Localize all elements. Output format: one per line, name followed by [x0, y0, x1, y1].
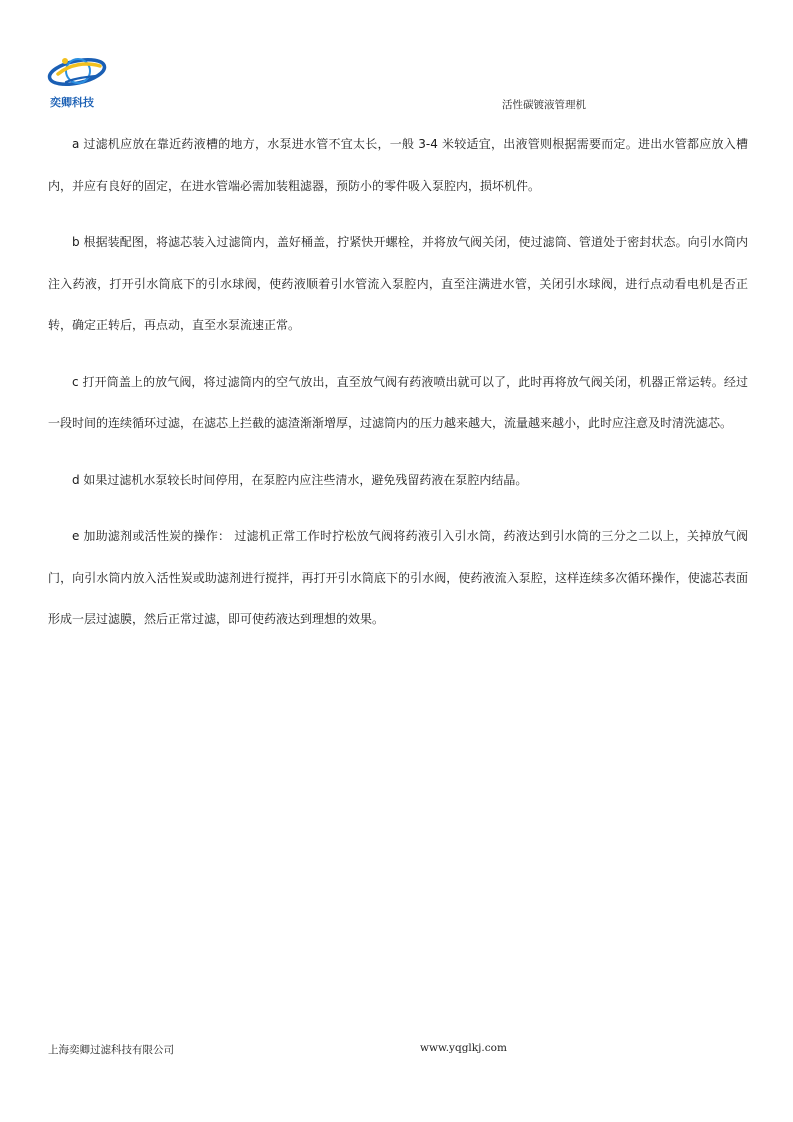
globe-swoosh-logo-icon — [44, 52, 110, 96]
footer-company: 上海奕卿过滤科技有限公司 — [48, 1044, 174, 1056]
paragraph-d: d 如果过滤机水泵较长时间停用，在泵腔内应注些清水，避免残留药液在泵腔内结晶。 — [72, 472, 528, 487]
paragraph-a: a 过滤机应放在靠近药液槽的地方，水泵进水管不宜太长，一般 3-4 米较适宜，出液管则根据需要而定。进出水管都应放入槽内，并应有良好的固定，在进水管端必需加装粗滤器，预防小的零件吸入泵腔内，损坏机件。 — [48, 137, 748, 193]
paragraph-c: c 打开筒盖上的放气阀，将过滤筒内的空气放出，直至放气阀有药液喷出就可以了，此时再将放气阀关闭，机器正常运转。经过一段时间的连续循环过滤，在滤芯上拦截的滤渣渐渐增厚，过滤筒内的压力越来越大，流量越来越小，此时应注意及时清洗滤芯。 — [48, 374, 748, 430]
paragraph-e: e 加助滤剂或活性炭的操作： 过滤机正常工作时拧松放气阀将药液引入引水筒，药液达到引水筒的三分之二以上，关掉放气阀门，向引水筒内放入活性炭或助滤剂进行搅拌，再打开引水筒底下的引水阀，使药液流入泵腔，这样连续多次循环操作，使滤芯表面形成一层过滤膜，然后正常过滤，即可使药液达到理想的效果。 — [48, 529, 748, 626]
paragraph-b: b 根据装配图，将滤芯装入过滤筒内，盖好桶盖，拧紧快开螺栓，并将放气阀关闭，使过滤筒、管道处于密封状态。向引水筒内注入药液，打开引水筒底下的引水球阀，使药液顺着引水管流入泵腔内，直至注满进水管，关闭引水球阀，进行点动看电机是否正转，确定正转后，再点动，直至水泵流速正常。 — [48, 235, 748, 332]
footer-url[interactable]: www.yqglkj.com — [420, 1042, 507, 1054]
header-title: 活性碳镀液管理机 — [502, 99, 586, 111]
logo-text: 奕卿科技 — [50, 96, 94, 109]
document-body — [48, 124, 748, 656]
